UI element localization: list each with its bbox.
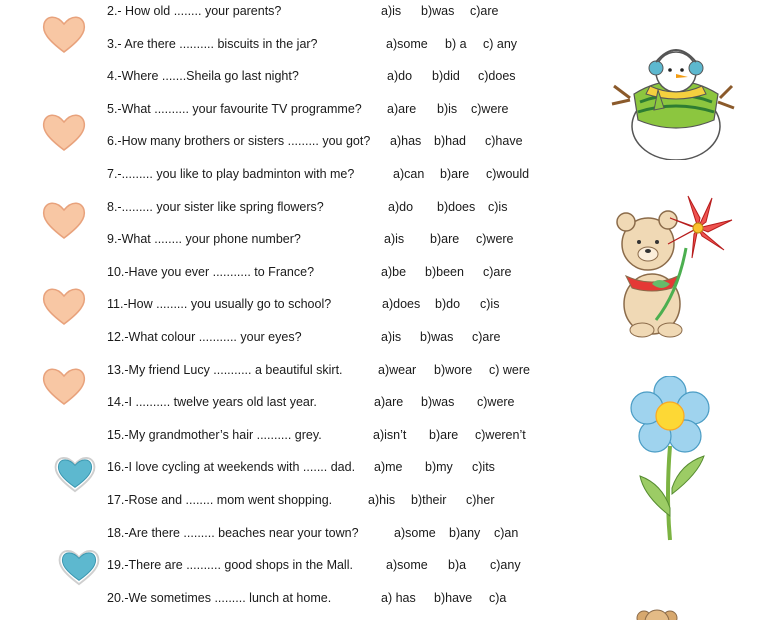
option-c: c)are: [483, 265, 512, 279]
snowman-icon: [610, 28, 736, 160]
option-c: c)a: [489, 591, 507, 605]
question-text: 11.-How ......... you usually go to school?: [107, 297, 332, 311]
option-b: b)any: [449, 526, 481, 540]
option-b: b)was: [421, 4, 455, 18]
option-a: a)isn’t: [373, 428, 407, 442]
option-a: a)can: [393, 167, 425, 181]
option-a: a)his: [368, 493, 396, 507]
option-c: c)her: [466, 493, 495, 507]
option-a: a)are: [374, 395, 404, 409]
option-b: b)their: [411, 493, 447, 507]
option-b: b)wore: [434, 363, 473, 377]
option-c: c)are: [470, 4, 499, 18]
option-a: a)wear: [378, 363, 417, 377]
option-a: a)some: [386, 37, 428, 51]
option-c: c) were: [489, 363, 530, 377]
question-text: 15.-My grandmother’s hair .......... grey.: [107, 428, 322, 442]
option-b: b)is: [437, 102, 458, 116]
question-text: 20.-We sometimes ......... lunch at home.: [107, 591, 332, 605]
option-c: c)is: [488, 200, 508, 214]
question-text: 19.-There are .......... good shops in the Mall.: [107, 558, 353, 572]
option-c: c) any: [483, 37, 518, 51]
question-text: 8.-......... your sister like spring flowers?: [107, 200, 324, 214]
option-c: c)have: [485, 134, 523, 148]
blue-flower-icon: [618, 376, 726, 542]
heart-peach-icon: [40, 12, 88, 56]
option-c: c)an: [494, 526, 519, 540]
option-a: a)does: [382, 297, 421, 311]
option-b: b)do: [435, 297, 461, 311]
option-a: a)is: [381, 4, 402, 18]
question-text: 2.- How old ........ your parents?: [107, 4, 282, 18]
option-c: c)its: [472, 460, 495, 474]
question-text: 12.-What colour ........... your eyes?: [107, 330, 302, 344]
question-text: 13.-My friend Lucy ........... a beautiful skirt.: [107, 363, 343, 377]
question-text: 7.-......... you like to play badminton with me?: [107, 167, 355, 181]
question-text: 16.-I love cycling at weekends with ....... dad.: [107, 460, 356, 474]
option-c: c)were: [471, 102, 509, 116]
option-c: c)are: [472, 330, 501, 344]
option-a: a)has: [390, 134, 422, 148]
option-c: c)does: [478, 69, 516, 83]
question-text: 9.-What ........ your phone number?: [107, 232, 301, 246]
option-c: c)would: [486, 167, 530, 181]
option-a: a)me: [374, 460, 403, 474]
option-b: b)had: [434, 134, 466, 148]
option-c: c)weren’t: [475, 428, 526, 442]
option-b: b)my: [425, 460, 453, 474]
heart-blue-icon: [56, 545, 102, 587]
option-a: a)some: [394, 526, 436, 540]
option-b: b)are: [430, 232, 460, 246]
option-b: b) a: [445, 37, 467, 51]
option-a: a)are: [387, 102, 417, 116]
question-text: 6.-How many brothers or sisters ......... you got?: [107, 134, 371, 148]
question-text: 18.-Are there ......... beaches near your town?: [107, 526, 359, 540]
option-c: c)any: [490, 558, 521, 572]
question-text: 17.-Rose and ........ mom went shopping.: [107, 493, 333, 507]
question-text: 4.-Where .......Sheila go last night?: [107, 69, 299, 83]
option-b: b)a: [448, 558, 467, 572]
option-a: a)do: [387, 69, 413, 83]
option-b: b)been: [425, 265, 464, 279]
question-text: 14.-I .......... twelve years old last year.: [107, 395, 317, 409]
teddy-bear-icon: [632, 608, 682, 620]
heart-peach-icon: [40, 284, 88, 328]
option-b: b)was: [420, 330, 454, 344]
option-b: b)have: [434, 591, 473, 605]
heart-peach-icon: [40, 364, 88, 408]
option-a: a)is: [381, 330, 402, 344]
option-a: a)is: [384, 232, 405, 246]
option-a: a)be: [381, 265, 407, 279]
option-c: c)were: [476, 232, 514, 246]
option-b: b)are: [440, 167, 470, 181]
option-a: a)do: [388, 200, 414, 214]
option-c: c)is: [480, 297, 500, 311]
heart-blue-icon: [52, 452, 98, 494]
option-a: a)some: [386, 558, 428, 572]
question-text: 3.- Are there .......... biscuits in the jar?: [107, 37, 318, 51]
option-b: b)are: [429, 428, 459, 442]
option-b: b)did: [432, 69, 460, 83]
option-b: b)does: [437, 200, 476, 214]
question-text: 10.-Have you ever ........... to France?: [107, 265, 315, 279]
question-text: 5.-What .......... your favourite TV programme?: [107, 102, 362, 116]
option-c: c)were: [477, 395, 515, 409]
option-b: b)was: [421, 395, 455, 409]
option-a: a) has: [381, 591, 416, 605]
teddy-bear-with-flower-icon: [612, 192, 742, 340]
heart-peach-icon: [40, 110, 88, 154]
heart-peach-icon: [40, 198, 88, 242]
